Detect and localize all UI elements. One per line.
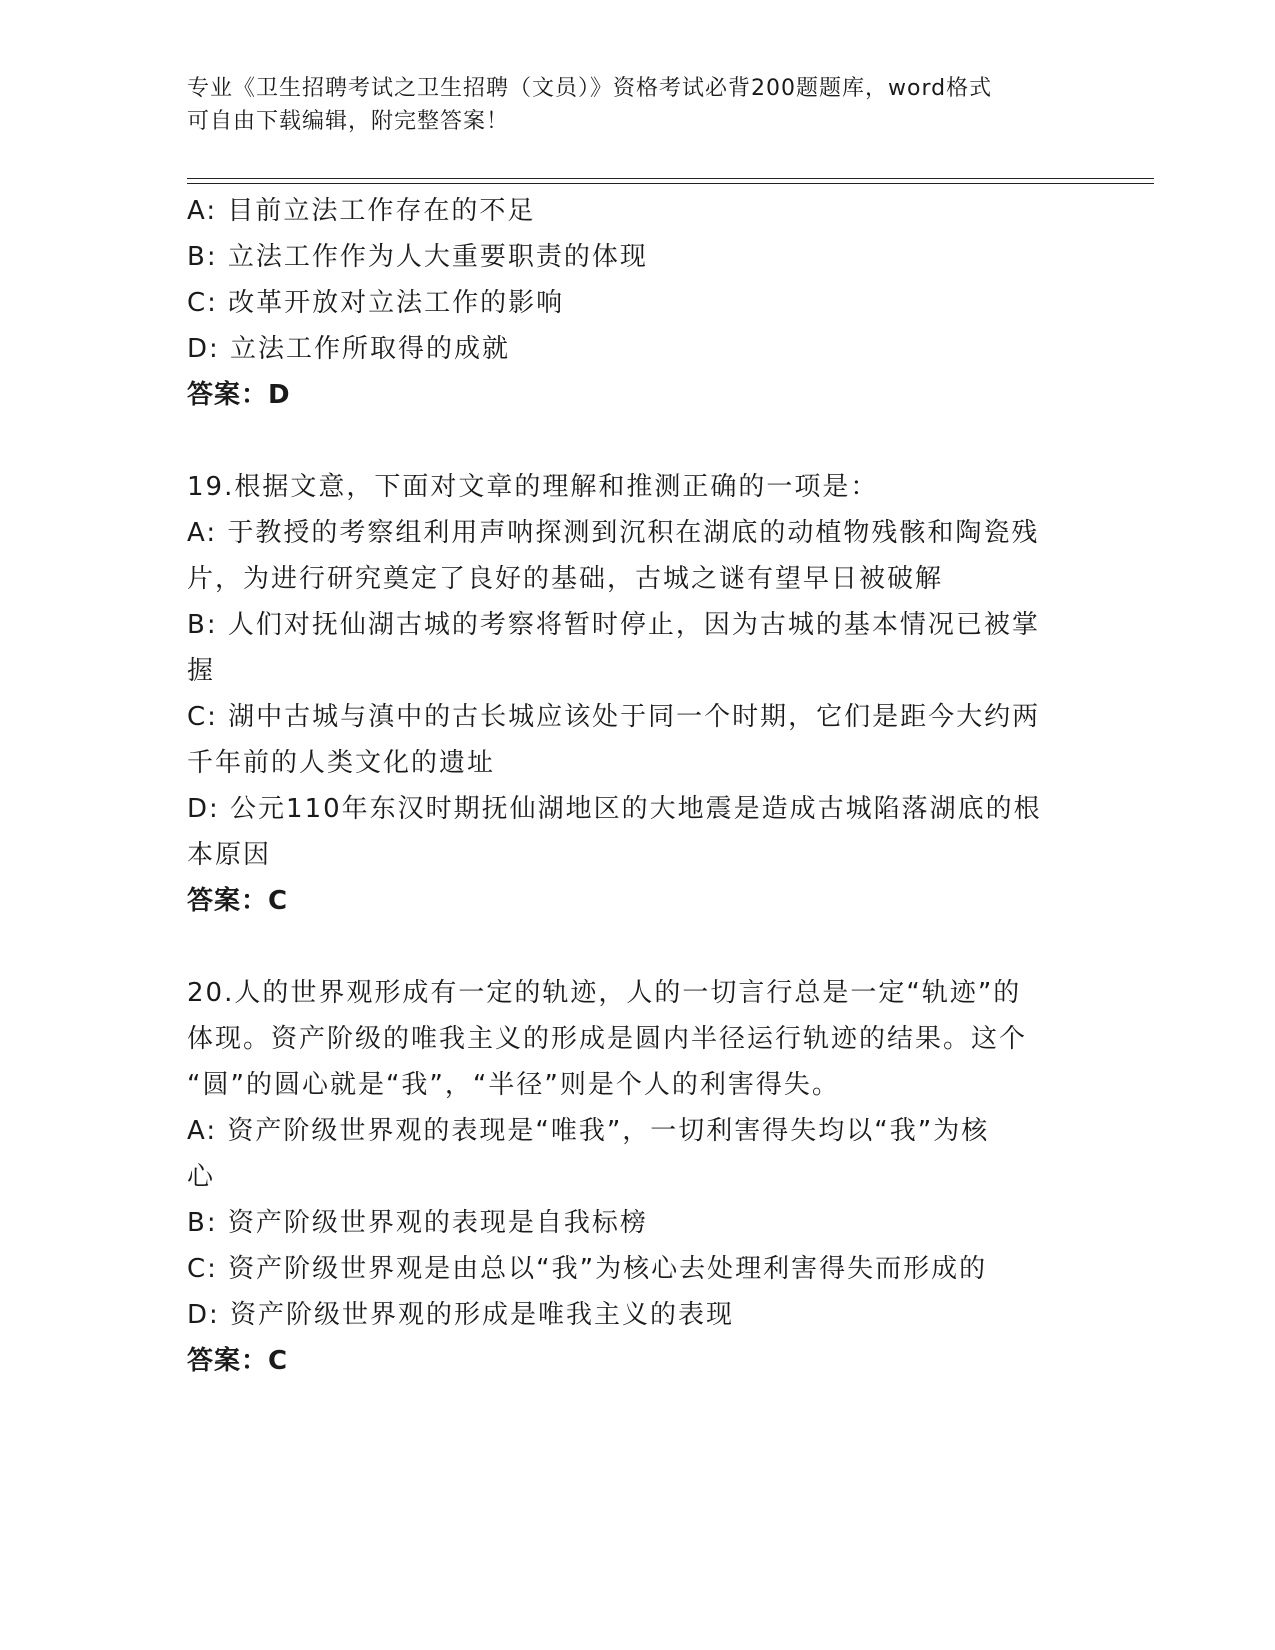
q18-option-a: A: 目前立法工作存在的不足 [187,196,536,226]
q20-option-c: C: 资产阶级世界观是由总以“我”为核心去处理利害得失而形成的 [187,1254,988,1284]
q19-option-d-line-2: 本原因 [187,840,272,870]
q19-option-c-line-2: 千年前的人类文化的遗址 [187,748,496,778]
q19-answer: 答案：C [187,886,289,916]
q19-option-d-line-1: D: 公元110年东汉时期抚仙湖地区的大地震是造成古城陷落湖底的根 [187,794,1042,824]
header-line-2: 可自由下载编辑，附完整答案！ [187,109,510,134]
question-18-block [187,188,1087,418]
q20-option-a-line-2: 心 [187,1162,216,1192]
q20-option-d: D: 资产阶级世界观的形成是唯我主义的表现 [187,1300,735,1330]
q19-option-a-line-1: A: 于教授的考察组利用声呐探测到沉积在湖底的动植物残骸和陶瓷残 [187,518,1040,548]
q20-stem-line-2: 体现。资产阶级的唯我主义的形成是圆内半径运行轨迹的结果。这个 [187,1024,1028,1054]
q18-option-c: C: 改革开放对立法工作的影响 [187,288,565,318]
document-header [187,72,1087,138]
header-divider-bottom [187,183,1154,184]
spacer [187,418,1087,464]
spacer [187,924,1087,970]
q20-option-a-line-1: A: 资产阶级世界观的表现是“唯我”，一切利害得失均以“我”为核 [187,1116,990,1146]
q19-option-c-line-1: C: 湖中古城与滇中的古长城应该处于同一个时期，它们是距今大约两 [187,702,1041,732]
header-divider-top [187,178,1154,179]
q18-option-d: D: 立法工作所取得的成就 [187,334,511,364]
question-19-block [187,464,1087,924]
q18-answer: 答案：D [187,380,291,410]
q20-answer: 答案：C [187,1346,289,1376]
document-body [187,188,1087,1384]
q20-option-b: B: 资产阶级世界观的表现是自我标榜 [187,1208,648,1238]
q20-stem-line-3: “圆”的圆心就是“我”，“半径”则是个人的利害得失。 [187,1070,840,1100]
q19-option-a-line-2: 片，为进行研究奠定了良好的基础，古城之谜有望早日被破解 [187,564,944,594]
q18-option-b: B: 立法工作作为人大重要职责的体现 [187,242,648,272]
q20-stem-line-1: 20.人的世界观形成有一定的轨迹，人的一切言行总是一定“轨迹”的 [187,978,1022,1008]
q19-option-b-line-2: 握 [187,656,216,686]
q19-option-b-line-1: B: 人们对抚仙湖古城的考察将暂时停止，因为古城的基本情况已被掌 [187,610,1040,640]
q19-stem: 19.根据文意，下面对文章的理解和推测正确的一项是： [187,472,879,502]
header-line-1: 专业《卫生招聘考试之卫生招聘（文员）》资格考试必背200题题库，word格式 [187,76,993,101]
question-20-block [187,970,1087,1384]
